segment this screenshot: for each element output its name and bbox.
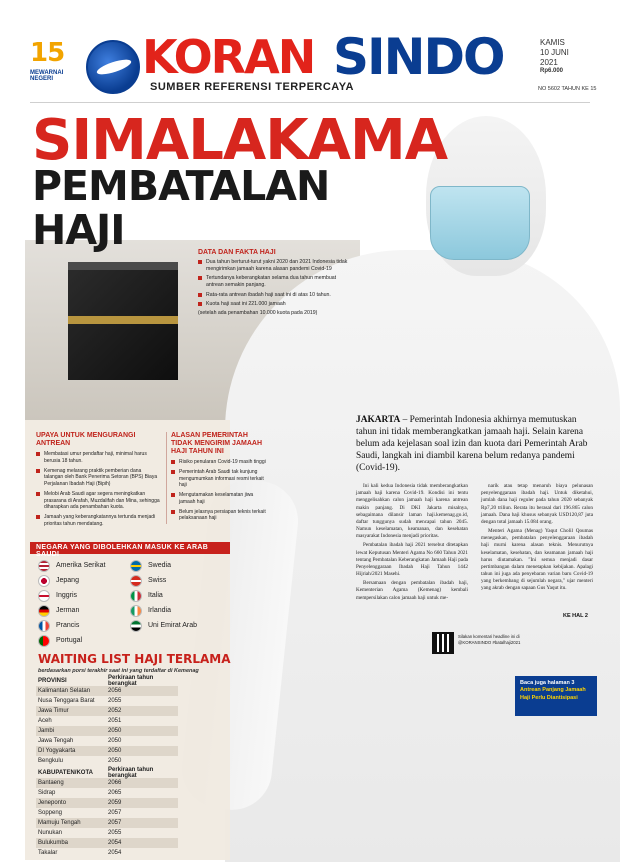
kabupaten-table — [36, 768, 178, 858]
country-item — [130, 588, 197, 603]
alasan-item: Mengutamakan keselamatan jiwa jamaah haji — [171, 492, 266, 506]
headline-line-1: SIMALAKAMA — [32, 108, 448, 173]
table-header: KABUPATEN/KOTA Perkiraan tahun berangkat — [38, 767, 154, 779]
brand-sindo: SINDO — [333, 28, 504, 86]
country-name: Amerika Serikat — [56, 562, 106, 569]
germany-flag-icon — [38, 605, 50, 617]
data-fakta-box — [198, 248, 348, 317]
switzerland-flag-icon — [130, 575, 142, 587]
japan-flag-icon — [38, 575, 50, 587]
country-item — [130, 618, 197, 633]
dateline: JAKARTA — [356, 415, 401, 425]
qr-code-icon[interactable] — [432, 632, 454, 654]
table-row: Soppeng 2057 — [38, 810, 122, 816]
ireland-flag-icon — [130, 605, 142, 617]
upaya-item: Jamaah yang keberangkatannya tertunda menjadi prioritas tahun mendatang. — [36, 514, 161, 528]
table-row: Aceh 2051 — [38, 718, 122, 724]
country-item — [130, 573, 197, 588]
edition-price: Rp6.000 — [540, 68, 564, 74]
edition-date — [540, 38, 569, 76]
kaaba-image — [68, 270, 178, 380]
table-row: Kalimantan Selatan 2056 — [36, 686, 178, 696]
table-row: Nusa Tenggara Barat 2055 — [38, 698, 122, 704]
italy-flag-icon — [130, 590, 142, 602]
paragraph: Menteri Agama (Menag) Yaqut Cholil Qoumas menegaskan, pembatalan penyelenggaraan ibadah haji murni karena alasan teknis. Menurutnya keselamatan, kesehatan, dan keamanan jamaah haji harus diutamakan. "Ini semua menjadi dasar pertimbangan dalam menetapkan kebijakan. Apalagi tahun ini juga ada penyebaran varian baru Covid-19 yang berkembang di sejumlah negara," ujar menteri yang akrab dengan sapaan Gus Yaqut itu. — [481, 528, 593, 592]
fakta-item: Tertundanya keberangkatan selama dua tahun membuat antrean semakin panjang. — [198, 275, 348, 289]
anniversary-caption: MEWARNAI NEGERI — [30, 70, 64, 83]
qr-caption: Silakan komentari headline ini di @KORANSINDO #batalhaji2021 — [458, 634, 521, 645]
baca-juga-label: Baca juga halaman 3 — [520, 680, 575, 686]
country-item — [38, 618, 105, 633]
column-divider — [166, 432, 167, 524]
upaya-item: Melobi Arab Saudi agar segera meningkatkan prasarana di Arafah, Muzdalifah dan Mina, sehingga diharapkan ada penambahan kuota. — [36, 491, 161, 511]
country-item — [38, 603, 105, 618]
country-item — [130, 603, 197, 618]
article-column-2 — [481, 483, 593, 595]
country-name: Jerman — [56, 607, 80, 614]
alasan-item: Pemerintah Arab Saudi tak kunjung mengumumkan informasi resmi terkait haji — [171, 469, 266, 489]
alasan-title: ALASAN PEMERINTAH TIDAK MENGIRIM JAMAAH HAJI TAHUN INI — [171, 432, 262, 456]
upaya-section — [36, 432, 161, 528]
country-item — [38, 633, 105, 648]
uk-flag-icon — [38, 590, 50, 602]
table-row: Jawa Timur 2052 — [36, 706, 178, 716]
negara-list-left — [38, 558, 105, 648]
country-name: Swiss — [148, 577, 167, 584]
tagline: SUMBER REFERENSI TERPERCAYA — [150, 81, 355, 93]
baca-juga-title: Antrean Panjang Jamaah Haji Perlu Diantisipasi — [520, 687, 586, 701]
table-row: Bengkulu 2050 — [38, 758, 122, 764]
table-row: Bantaeng 2066 — [36, 778, 178, 788]
globe-logo-icon — [86, 40, 140, 94]
table-row: Jambi 2050 — [36, 726, 178, 736]
france-flag-icon — [38, 620, 50, 632]
brand-koran: KORAN — [142, 30, 315, 84]
issue-number: NO 5602 TAHUN KE 15 — [538, 86, 597, 92]
country-item — [38, 573, 105, 588]
country-name: Swedia — [148, 562, 171, 569]
article-lead — [356, 415, 594, 475]
anniversary-logo — [30, 40, 78, 98]
country-name: Portugal — [56, 637, 83, 644]
masthead-divider — [30, 102, 590, 103]
table-row: Nunukan 2055 — [38, 830, 122, 836]
table-header: PROVINSI Perkiraan tahun berangkat — [38, 675, 154, 687]
table-row: Jawa Tengah 2050 — [38, 738, 122, 744]
face-mask-image — [430, 186, 530, 260]
fakta-item: Rata-rata antrean ibadah haji saat ini di atas 10 tahun. — [198, 292, 348, 299]
country-name: Jepang — [56, 577, 79, 584]
fakta-item: Kuota haji saat ini 221.000 jamaah — [198, 301, 348, 308]
kaaba-kiswah-band — [68, 316, 178, 324]
baca-juga-box[interactable] — [515, 676, 597, 716]
paragraph: Bersamaan dengan pembatalan ibadah haji, Kementerian Agama (Kemenag) kembali mempersilakan calon jamaah haji untuk me- — [356, 580, 468, 601]
table-row: Jeneponto 2059 — [36, 798, 178, 808]
paragraph: Pembatalan ibadah haji 2021 tersebut ditetapkan lewat Keputusan Menteri Agama No 660 Tahun 2021 tentang Pembatalan Keberangkatan Jamaah Haji pada Penyelenggaraan Ibadah Haji Tahun 1442 Hijriah/2021 Masehi. — [356, 542, 468, 578]
alasan-item: Risiko penularan Covid-19 masih tinggi — [171, 459, 266, 466]
edition-date-text: 10 JUNI — [540, 48, 569, 57]
table-row: Bulukumba 2054 — [36, 838, 178, 848]
country-name: Italia — [148, 592, 163, 599]
alasan-item: Belum jelasnya persiapan teknis terkait pelaksanaan haji — [171, 509, 266, 523]
paragraph: Ini kali kedua Indonesia tidak memberangkatkan jamaah haji karena Covid-19. Kondisi ini tentu menggelisahkan calon jamaah haji karena antrean makin panjang. Di DKI Jakarta misalnya, sebagaimana dilansir laman haji.kemenag.go.id, daftar tunggunya sudah mencapai tahun 2045. Namun keselamatan, keamanan, dan kesehatan masyarakat Indonesia menjadi prioritas. — [356, 483, 468, 540]
anniversary-number: 15 — [30, 38, 65, 68]
negara-header: NEGARA YANG DIBOLEHKAN MASUK KE ARAB SAUDI — [30, 542, 230, 554]
country-name: Inggris — [56, 592, 78, 599]
fakta-note: (setelah ada penambahan 10.000 kuota pada 2019) — [198, 309, 318, 316]
usa-flag-icon — [38, 560, 50, 572]
provinsi-table — [36, 676, 178, 766]
data-fakta-title: DATA DAN FAKTA HAJI — [198, 249, 276, 256]
table-row: Mamuju Tengah 2057 — [36, 818, 178, 828]
edition-year: 2021 — [540, 58, 558, 67]
country-name: Irlandia — [148, 607, 171, 614]
article-column-1 — [356, 483, 468, 604]
country-name: Prancis — [56, 622, 80, 629]
alasan-section — [171, 432, 266, 522]
upaya-item: Membatasi umur pendaftar haji, minimal harus berusia 18 tahun. — [36, 451, 161, 465]
continued-on-page[interactable]: KE HAL 2 — [563, 613, 588, 619]
country-item — [38, 558, 105, 573]
negara-list-right — [130, 558, 197, 633]
waiting-list-title: WAITING LIST HAJI TERLAMA — [38, 652, 231, 666]
fakta-item: Dua tahun berturut-turut yakni 2020 dan 2021 Indonesia tidak mengirimkan jamaah karena alasan pandemi Covid-19 — [198, 259, 348, 273]
sweden-flag-icon — [130, 560, 142, 572]
table-row: DI Yogyakarta 2050 — [36, 746, 178, 756]
country-item — [38, 588, 105, 603]
edition-day: KAMIS — [540, 38, 565, 47]
country-item — [130, 558, 197, 573]
upaya-item: Kemenag melarang praktik pemberian dana talangan oleh Bank Penerima Setoran (BPS) Biaya Perjalanan Ibadah Haji (Bipih) — [36, 468, 161, 488]
paragraph: narik atau tetap menaruh biaya pelunasan penyelenggaraan ibadah haji. Untuk diketahui, jumlah dana haji reguler pada tahun 2020 sebanyak Rp7,20 triliun. Rerata itu berasal dari 196.865 calon jamaah. Dana haji khusus sebanyak USD120,87 juta dengan total jamaah 15.084 orang. — [481, 483, 593, 525]
headline-line-3: HAJI — [32, 206, 125, 254]
waiting-list-subtitle: berdasarkan porsi terakhir saat ini yang terdaftar di Kemenag — [38, 668, 199, 674]
uae-flag-icon — [130, 620, 142, 632]
headline-line-2: PEMBATALAN — [32, 162, 330, 210]
lead-text: – Pemerintah Indonesia akhirnya memutuskan tahun ini tidak memberangkatkan jamaah haji. Selain karena belum ada kejelasan soal izin dan kuota dari Pemerintah Arab Saudi, langkah ini diambil karena belum redanya pandemi (Covid-19). — [356, 415, 588, 473]
country-name: Uni Emirat Arab — [148, 622, 198, 629]
table-row: Takalar 2054 — [38, 850, 122, 856]
portugal-flag-icon — [38, 635, 50, 647]
upaya-title: UPAYA UNTUK MENGURANGI ANTREAN — [36, 432, 136, 448]
table-row: Sidrap 2065 — [38, 790, 122, 796]
